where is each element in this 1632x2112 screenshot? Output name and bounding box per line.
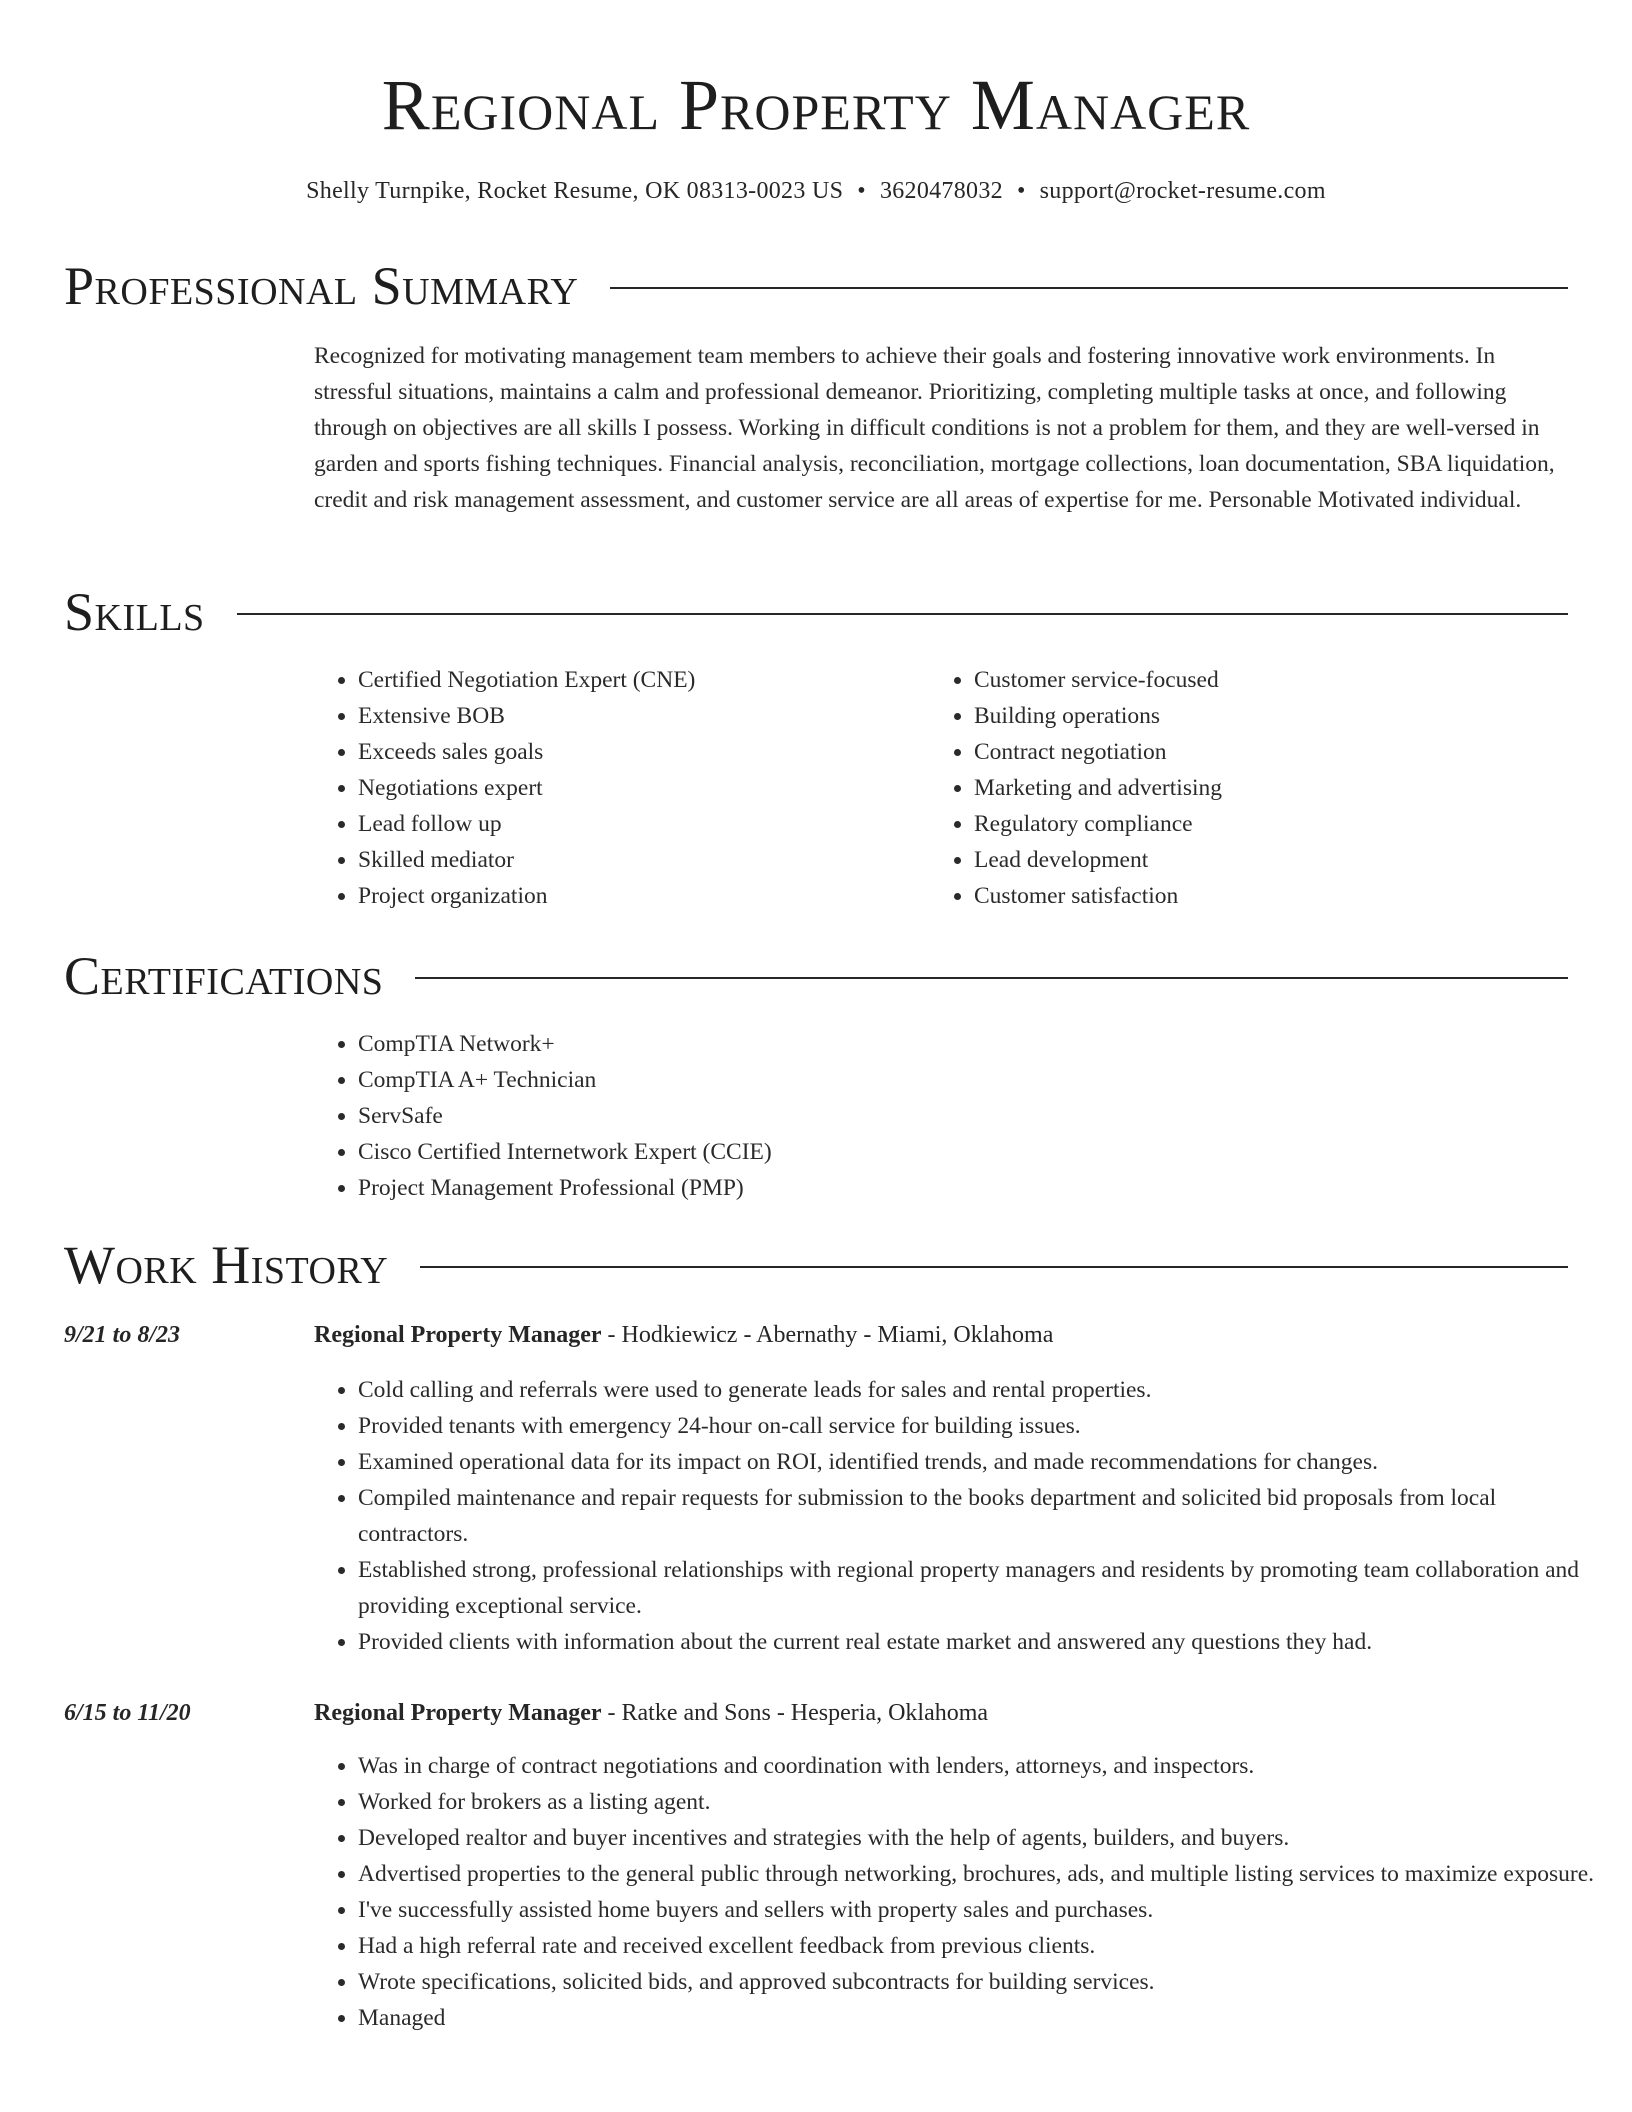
- list-item: • Lead follow up: [358, 806, 928, 842]
- list-item: • Project organization: [358, 878, 928, 914]
- skills-list-right: [930, 662, 1574, 914]
- list-item: • Compiled maintenance and repair requests for submission to the books department and solicited bid proposals from local contractors.: [358, 1480, 1612, 1552]
- contact-separator: •: [1016, 178, 1026, 204]
- list-item: • Cold calling and referrals were used to generate leads for sales and rental properties.: [358, 1372, 1612, 1408]
- section-heading-label: Certifications: [64, 946, 384, 1006]
- list-item: • Customer service-focused: [974, 662, 1574, 698]
- list-item: • Managed: [358, 2000, 1612, 2036]
- job-employer-location: - Hodkiewicz - Abernathy - Miami, Oklahoma: [601, 1322, 1054, 1348]
- job-employer-location: - Ratke and Sons - Hesperia, Oklahoma: [601, 1700, 989, 1726]
- list-item: • Wrote specifications, solicited bids, and approved subcontracts for building services.: [358, 1964, 1612, 2000]
- certifications-list: [314, 1026, 1612, 1206]
- list-item: • Established strong, professional relationships with regional property managers and residents by promoting team collaboration and providing exceptional service.: [358, 1552, 1612, 1624]
- list-item: • ServSafe: [358, 1098, 1612, 1134]
- list-item: • Contract negotiation: [974, 734, 1574, 770]
- resume-title: Regional Property Manager: [381, 65, 1251, 145]
- list-item: • Provided tenants with emergency 24-hour on-call service for building issues.: [358, 1408, 1612, 1444]
- list-item: • Project Management Professional (PMP): [358, 1170, 1612, 1206]
- job-title: Regional Property Manager: [314, 1700, 602, 1726]
- summary-text: Recognized for motivating management team members to achieve their goals and fostering innovative work environments. In stressful situations, maintains a calm and professional demeanor. Prioritizing, completing multiple tasks at once, and following through on objectives are all skills I possess. Working in difficult conditions is not a problem for them, and they are well-versed in garden and sports fishing techniques. Financial analysis, reconciliation, mortgage collections, loan documentation, SBA liquidation, credit and risk management assessment, and customer service are all areas of expertise for me. Personable Motivated individual.: [314, 343, 1555, 513]
- list-item: • Had a high referral rate and received excellent feedback from previous clients.: [358, 1928, 1612, 1964]
- section-heading-skills: [64, 577, 1568, 647]
- list-item: • Skilled mediator: [358, 842, 928, 878]
- skills-list-left: [314, 662, 928, 914]
- list-item: • Was in charge of contract negotiations and coordination with lenders, attorneys, and inspectors.: [358, 1748, 1612, 1784]
- job-bullets: [314, 1372, 1612, 1660]
- contact-separator: •: [857, 178, 866, 204]
- job-dates: 6/15 to 11/20: [64, 1700, 191, 1726]
- list-item: • Cisco Certified Internetwork Expert (CCIE): [358, 1134, 1612, 1170]
- job-title: Regional Property Manager: [314, 1322, 602, 1348]
- list-item: • CompTIA A+ Technician: [358, 1062, 1612, 1098]
- list-item: • Certified Negotiation Expert (CNE): [358, 662, 928, 698]
- list-item: • I've successfully assisted home buyers and sellers with property sales and purchases.: [358, 1892, 1612, 1928]
- list-item: • Worked for brokers as a listing agent.: [358, 1784, 1612, 1820]
- section-divider: [420, 1266, 1568, 1268]
- job-heading: [314, 1696, 988, 1730]
- list-item: • Provided clients with information about the current real estate market and answered any questions they had.: [358, 1624, 1612, 1660]
- contact-phone: 3620478032: [879, 178, 1003, 204]
- section-heading-work-history: [64, 1230, 1568, 1300]
- section-heading-label: Work History: [64, 1235, 389, 1295]
- section-heading-label: Professional Summary: [64, 256, 579, 316]
- section-heading-label: Skills: [64, 582, 205, 642]
- list-item: • Exceeds sales goals: [358, 734, 928, 770]
- job-dates: 9/21 to 8/23: [64, 1322, 181, 1348]
- section-heading-certifications: [64, 941, 1568, 1011]
- list-item: • Developed realtor and buyer incentives and strategies with the help of agents, builders, and buyers.: [358, 1820, 1612, 1856]
- section-divider: [237, 613, 1568, 615]
- contact-email[interactable]: support@rocket-resume.com: [1039, 178, 1326, 204]
- list-item: • Advertised properties to the general public through networking, brochures, ads, and multiple listing services to maximize exposure.: [358, 1856, 1612, 1892]
- list-item: • Customer satisfaction: [974, 878, 1574, 914]
- job-heading: [314, 1318, 1053, 1352]
- contact-line: [0, 174, 1632, 208]
- section-heading-summary: [64, 251, 1568, 321]
- list-item: • Extensive BOB: [358, 698, 928, 734]
- contact-address: Shelly Turnpike, Rocket Resume, OK 08313-0023 US: [306, 178, 844, 204]
- list-item: • Negotiations expert: [358, 770, 928, 806]
- section-divider: [610, 287, 1568, 289]
- job-bullets: [314, 1748, 1612, 2036]
- list-item: • Marketing and advertising: [974, 770, 1574, 806]
- section-divider: [415, 977, 1568, 979]
- list-item: • Regulatory compliance: [974, 806, 1574, 842]
- list-item: • Examined operational data for its impact on ROI, identified trends, and made recommendations for changes.: [358, 1444, 1612, 1480]
- list-item: • CompTIA Network+: [358, 1026, 1612, 1062]
- list-item: • Building operations: [974, 698, 1574, 734]
- list-item: • Lead development: [974, 842, 1574, 878]
